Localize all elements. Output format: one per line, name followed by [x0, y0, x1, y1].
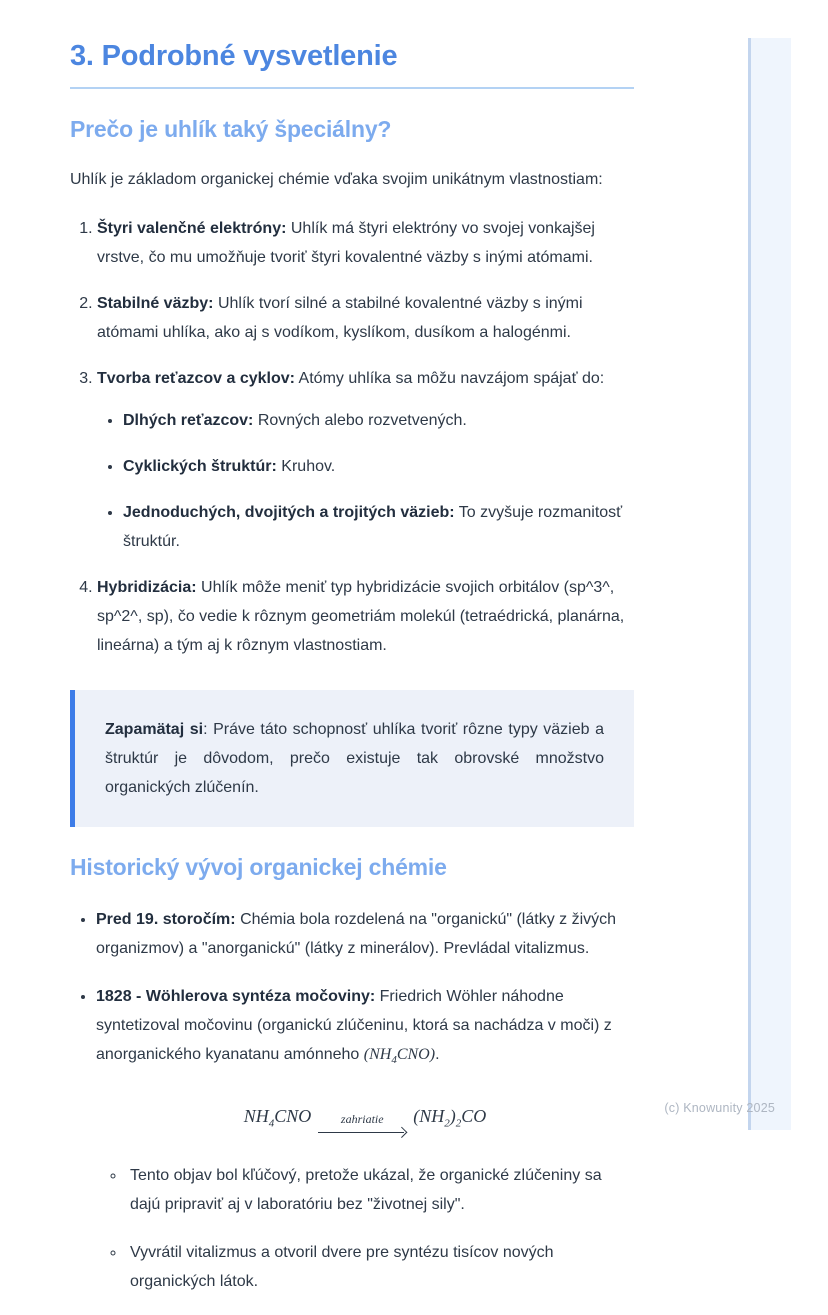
list-item — [126, 1161, 634, 1219]
term-label: Štyri valenčné elektróny: — [97, 220, 287, 237]
section-heading-history: Historický vývoj organickej chémie — [70, 854, 447, 880]
list-item — [97, 364, 634, 556]
section-heading-carbon: Prečo je uhlík taký špeciálny? — [70, 116, 392, 142]
item-text: Atómy uhlíka sa môžu navzájom spájať do: — [298, 370, 605, 387]
item-text: Vyvrátil vitalizmus a otvoril dvere pre syntézu tisícov nových organických látok. — [130, 1243, 554, 1290]
page-title: 3. Podrobné vysvetlenie — [70, 40, 634, 89]
copyright-text: (c) Knowunity 2025 — [664, 1101, 775, 1115]
item-text: Tento objav bol kľúčový, pretože ukázal, že organické zlúčeniny sa dajú pripraviť aj v laboratóriu bez "životnej sily". — [130, 1166, 602, 1213]
reactant: $NH_4CNO$ — [243, 1106, 312, 1130]
item-text: Rovných alebo rozvetvených. — [257, 412, 467, 429]
product: $(NH_2)_2CO$ — [413, 1106, 487, 1130]
list-item — [97, 214, 634, 272]
list-item — [96, 905, 634, 963]
item-text: Kruhov. — [281, 458, 336, 475]
term-label: Dlhých reťazcov: — [123, 412, 254, 429]
callout-text: : Práve táto schopnosť uhlíka tvoriť rôzne typy väzieb a štruktúr je dôvodom, prečo existuje tak obrovské množstvo organických zlúčenín. — [105, 721, 604, 796]
intro-paragraph: Uhlík je základom organickej chémie vďaka svojim unikátnym vlastnostiam: — [70, 171, 603, 188]
history-list — [70, 905, 634, 1296]
list-item — [123, 498, 634, 556]
item-text: Chémia bola rozdelená na "organickú" (látky z živých organizmov) a "anorganickú" (látky z minerálov). Prevládal vitalizmus. — [96, 911, 617, 957]
list-item — [123, 452, 634, 481]
list-item — [97, 289, 634, 347]
callout-box — [70, 690, 634, 827]
list-item — [123, 406, 634, 435]
term-label: Tvorba reťazcov a cyklov: — [97, 370, 295, 387]
term-label: Stabilné väzby: — [97, 295, 214, 312]
list-item — [126, 1238, 634, 1296]
arrow-label: zahriatie — [340, 1112, 384, 1127]
term-label: 1828 - Wöhlerova syntéza močoviny: — [96, 988, 376, 1005]
term-label: Hybridizácia: — [97, 579, 197, 596]
item-text: Uhlík tvorí silné a stabilné kovalentné väzby s inými atómami uhlíka, ako aj s vodíkom, kyslíkom, dusíkom a halogénmi. — [97, 295, 583, 341]
term-label: Cyklických štruktúr: — [123, 458, 277, 475]
list-item — [96, 982, 634, 1296]
inline-formula: $(NH_4CNO)$ — [363, 1046, 436, 1067]
discovery-notes-list — [106, 1161, 634, 1296]
item-text: Uhlík má štyri elektróny vo svojej vonkajšej vrstve, čo mu umožňuje tvoriť štyri kovalentné väzby s inými atómami. — [97, 220, 595, 266]
reaction-formula — [96, 1102, 634, 1139]
callout-term: Zapamätaj si — [105, 721, 204, 738]
document-content — [70, 40, 634, 1315]
item-text: To zvyšuje rozmanitosť štruktúr. — [123, 504, 623, 550]
term-label: Jednoduchých, dvojitých a trojitých väzieb: — [123, 504, 455, 521]
list-item — [97, 573, 634, 660]
item-text: Friedrich Wöhler náhodne syntetizoval močovinu (organickú zlúčeninu, ktorá sa nachádza v moči) z anorganického kyanatanu amónneho — [96, 988, 612, 1063]
item-text-after: . — [435, 1046, 440, 1063]
carbon-properties-list — [70, 214, 634, 660]
term-label: Pred 19. storočím: — [96, 911, 236, 928]
chain-types-list — [97, 406, 634, 556]
reaction-arrow-icon — [318, 1113, 406, 1137]
right-rail — [748, 38, 791, 1130]
item-text: Uhlík môže meniť typ hybridizácie svojich orbitálov (sp^3^, sp^2^, sp), čo vedie k rôznym geometriám molekúl (tetraédrická, planárna, lineárna) a tým aj k rôznym vlastnostiam. — [97, 579, 625, 654]
